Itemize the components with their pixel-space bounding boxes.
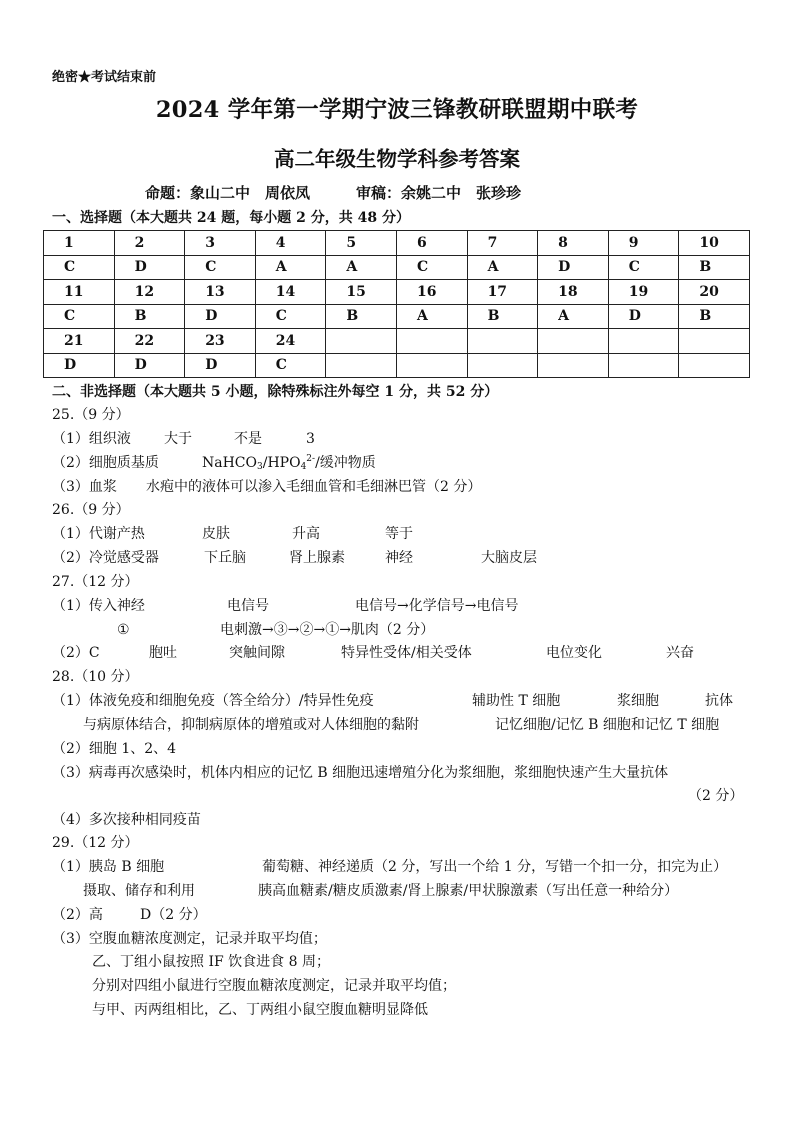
table-cell: D	[114, 255, 185, 280]
table-cell: 24	[255, 329, 326, 354]
q25-l3-b: 水疱中的液体可以渗入毛细血管和毛细淋巴管（2 分）	[146, 479, 482, 495]
table-cell: C	[255, 304, 326, 329]
table-cell: 4	[255, 231, 326, 256]
q25-line2	[52, 452, 376, 472]
q26-l1-a: （1）代谢产热	[52, 526, 145, 542]
q25-l2-formula3: /缓冲物质	[315, 455, 376, 471]
table-cell: C	[396, 255, 467, 280]
q29-line7: 与甲、丙两组相比，乙、丁两组小鼠空腹血糖明显降低	[92, 1002, 428, 1018]
q27-l3-b: 胞吐	[149, 645, 177, 661]
table-cell: 21	[44, 329, 115, 354]
table-cell: A	[255, 255, 326, 280]
table-cell: B	[467, 304, 538, 329]
q29-l3-a: （2）高	[52, 907, 103, 923]
q27-l3-e: 电位变化	[546, 645, 602, 661]
table-cell: A	[326, 255, 397, 280]
q27-heading: 27.（12 分）	[52, 574, 139, 590]
table-row-question-numbers	[44, 280, 750, 305]
section1-title: 一、选择题（本大题共 24 题，每小题 2 分，共 48 分）	[52, 210, 410, 226]
table-cell: 12	[114, 280, 185, 305]
q29-l1-b: 葡萄糖、神经递质（2 分，写出一个给 1 分，写错一个扣一分，扣完为止）	[262, 859, 728, 875]
table-cell: 6	[396, 231, 467, 256]
q28-l2-b: 记忆细胞/记忆 B 细胞和记忆 T 细胞	[495, 717, 720, 733]
table-cell: 8	[538, 231, 609, 256]
author-label: 命题：象山二中 周依凤	[145, 184, 311, 202]
table-row-answers	[44, 304, 750, 329]
q26-heading: 26.（9 分）	[52, 502, 130, 518]
q29-line5: 乙、丁组小鼠按照 IF 饮食进食 8 周；	[92, 954, 330, 970]
q29-l2-a: 摄取、储存和利用	[83, 883, 195, 899]
q27-line2	[117, 619, 434, 639]
table-cell: 23	[185, 329, 256, 354]
table-cell: C	[44, 255, 115, 280]
q25-l2-sup: 2-	[306, 454, 316, 464]
q26-l1-b: 皮肤	[202, 526, 230, 542]
q27-l1-b: 电信号	[227, 598, 269, 614]
table-cell: B	[679, 255, 750, 280]
table-cell: 18	[538, 280, 609, 305]
q29-line2	[83, 880, 678, 900]
q29-l3-b: D（2 分）	[140, 907, 207, 923]
table-cell: C	[185, 255, 256, 280]
q25-line3	[52, 476, 481, 496]
table-cell: A	[538, 304, 609, 329]
table-cell: 2	[114, 231, 185, 256]
q25-l1-a: （1）组织液	[52, 431, 131, 447]
q26-line1	[52, 523, 413, 543]
table-cell: 3	[185, 231, 256, 256]
q28-l1-b: 辅助性 T 细胞	[472, 693, 561, 709]
table-cell: 11	[44, 280, 115, 305]
q25-l2-formula1: NaHCO	[202, 455, 257, 471]
reviewer-label: 审稿：余姚二中 张珍珍	[356, 184, 522, 202]
table-cell: 9	[608, 231, 679, 256]
q28-l1-d: 抗体	[705, 693, 733, 709]
table-cell: B	[114, 304, 185, 329]
table-cell: 7	[467, 231, 538, 256]
q28-line1	[52, 690, 733, 710]
table-cell	[396, 353, 467, 378]
q29-line3	[52, 904, 207, 924]
q25-l2-sub1: 3	[257, 462, 263, 472]
table-row-answers	[44, 255, 750, 280]
answer-table	[43, 230, 750, 378]
q29-heading: 29.（12 分）	[52, 835, 139, 851]
q28-l2-a: 与病原体结合，抑制病原体的增殖或对人体细胞的黏附	[83, 717, 419, 733]
q29-l2-b: 胰高血糖素/糖皮质激素/肾上腺素/甲状腺激素（写出任意一种给分）	[258, 883, 679, 899]
table-cell	[679, 353, 750, 378]
q28-line5: （4）多次接种相同疫苗	[52, 812, 201, 828]
table-cell: 20	[679, 280, 750, 305]
table-cell: C	[44, 304, 115, 329]
table-cell: A	[467, 255, 538, 280]
q25-line1	[52, 428, 315, 448]
q27-l2-b: 电刺激→③→②→①→肌肉（2 分）	[220, 622, 435, 638]
q27-line1	[52, 595, 518, 615]
table-cell: B	[326, 304, 397, 329]
table-cell: D	[538, 255, 609, 280]
q26-l1-c: 升高	[292, 526, 320, 542]
table-cell: C	[608, 255, 679, 280]
table-cell: 13	[185, 280, 256, 305]
q25-l1-b: 大于	[164, 431, 192, 447]
table-cell: 16	[396, 280, 467, 305]
table-cell	[679, 329, 750, 354]
table-cell: 1	[44, 231, 115, 256]
table-cell: 17	[467, 280, 538, 305]
table-cell: A	[396, 304, 467, 329]
q27-l3-d: 特异性受体/相关受体	[341, 645, 472, 661]
q28-line2	[83, 714, 719, 734]
table-cell: D	[185, 353, 256, 378]
q27-l3-c: 突触间隙	[229, 645, 285, 661]
q28-line4: （3）病毒再次感染时，机体内相应的记忆 B 细胞迅速增殖分化为浆细胞，浆细胞快速产生大量抗体	[52, 765, 669, 781]
table-cell: 19	[608, 280, 679, 305]
q27-l3-a: （2）C	[52, 645, 100, 661]
q29-line1	[52, 856, 727, 876]
table-cell: D	[44, 353, 115, 378]
table-cell	[538, 329, 609, 354]
table-cell: 5	[326, 231, 397, 256]
table-cell: B	[679, 304, 750, 329]
table-cell	[396, 329, 467, 354]
table-cell: 10	[679, 231, 750, 256]
table-cell	[326, 329, 397, 354]
table-cell: 15	[326, 280, 397, 305]
q27-l1-a: （1）传入神经	[52, 598, 145, 614]
q27-line3	[52, 642, 694, 662]
table-cell	[467, 353, 538, 378]
q25-l3-a: （3）血浆	[52, 479, 117, 495]
q27-l3-f: 兴奋	[666, 645, 694, 661]
page-title: 2024 学年第一学期宁波三锋教研联盟期中联考	[155, 97, 639, 123]
q26-l2-c: 肾上腺素	[289, 550, 345, 566]
q29-line4: （3）空腹血糖浓度测定，记录并取平均值；	[52, 931, 327, 947]
table-cell	[467, 329, 538, 354]
table-row-question-numbers	[44, 231, 750, 256]
q28-l1-a: （1）体液免疫和细胞免疫（答全给分）/特异性免疫	[52, 693, 374, 709]
table-row-answers	[44, 353, 750, 378]
q25-l1-c: 不是	[234, 431, 262, 447]
q27-l1-c: 电信号→化学信号→电信号	[355, 598, 519, 614]
q26-line2	[52, 547, 537, 567]
table-cell: D	[114, 353, 185, 378]
table-row-question-numbers	[44, 329, 750, 354]
q28-l1-c: 浆细胞	[617, 693, 659, 709]
page-subtitle: 高二年级生物学科参考答案	[274, 147, 520, 171]
authors-line	[145, 182, 529, 203]
q29-line6: 分别对四组小鼠进行空腹血糖浓度测定，记录并取平均值；	[92, 978, 456, 994]
table-cell: 22	[114, 329, 185, 354]
section2-title: 二、非选择题（本大题共 5 小题，除特殊标注外每空 1 分，共 52 分）	[52, 384, 499, 400]
q25-l2-a: （2）细胞质基质	[52, 455, 159, 471]
q27-l2-a: ①	[117, 622, 130, 638]
q25-l2-sub2: 4	[300, 462, 307, 472]
q25-l1-d: 3	[306, 431, 315, 447]
q26-l1-d: 等于	[385, 526, 413, 542]
table-cell	[538, 353, 609, 378]
q26-l2-d: 神经	[385, 550, 413, 566]
q26-l2-b: 下丘脑	[204, 550, 246, 566]
q26-l2-e: 大脑皮层	[481, 550, 537, 566]
table-cell: D	[608, 304, 679, 329]
q25-l2-formula2: /HPO	[262, 455, 301, 471]
table-cell: C	[255, 353, 326, 378]
q28-heading: 28.（10 分）	[52, 669, 139, 685]
table-cell	[608, 329, 679, 354]
table-cell: D	[185, 304, 256, 329]
q29-l1-a: （1）胰岛 B 细胞	[52, 859, 165, 875]
table-cell	[608, 353, 679, 378]
table-cell: 14	[255, 280, 326, 305]
q25-heading: 25.（9 分）	[52, 407, 130, 423]
q26-l2-a: （2）冷觉感受器	[52, 550, 159, 566]
confidential-mark: 绝密★考试结束前	[52, 70, 157, 85]
table-cell	[326, 353, 397, 378]
q28-line3: （2）细胞 1、2、4	[52, 741, 177, 757]
q28-line4-score: （2 分）	[688, 788, 744, 804]
